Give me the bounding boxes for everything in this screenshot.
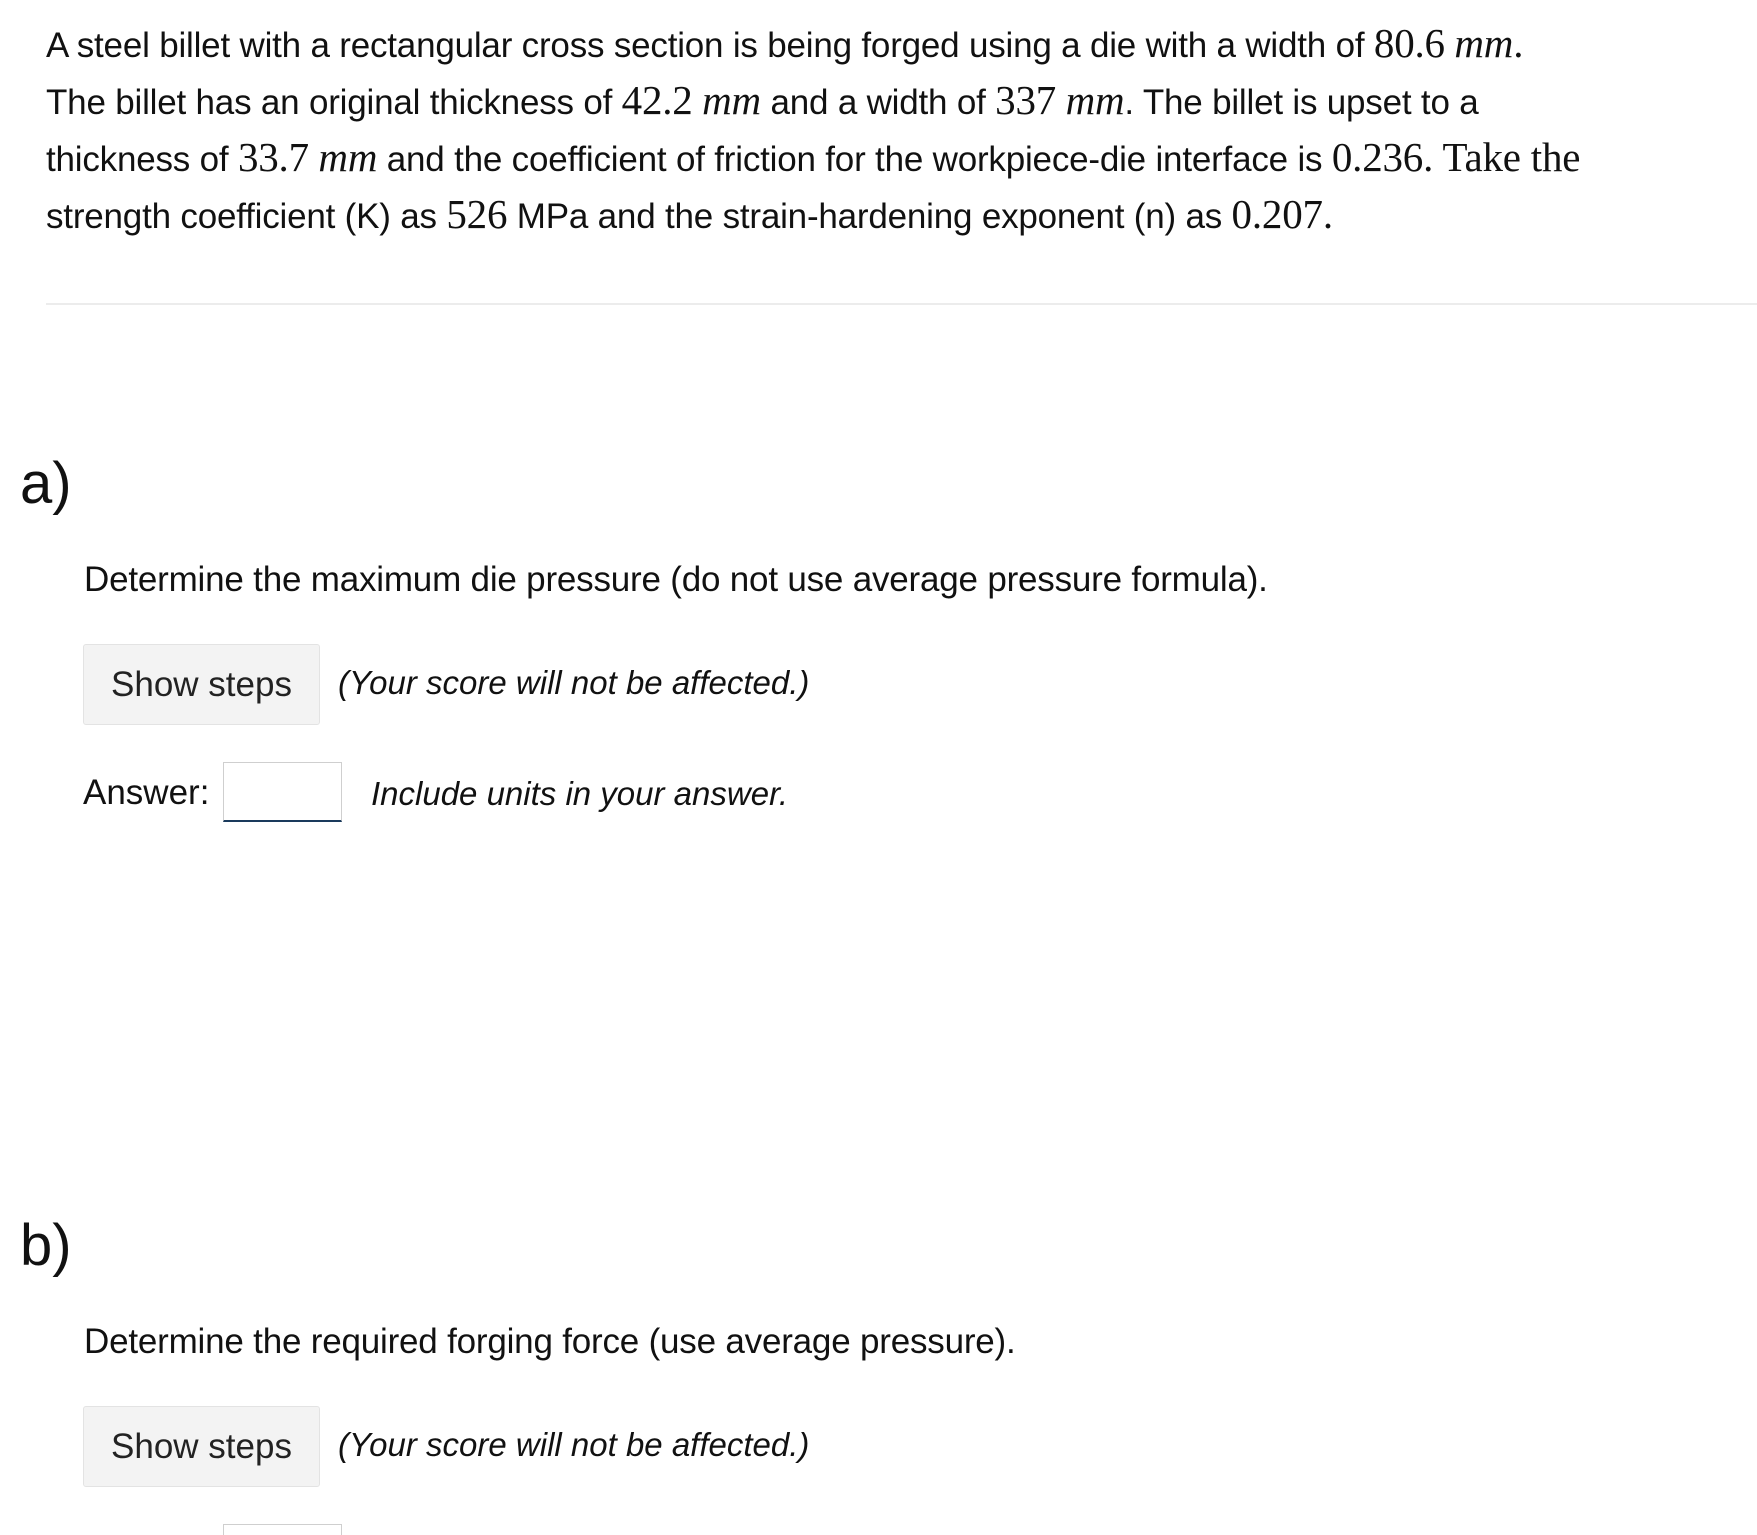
billet-width-value: 337 bbox=[995, 77, 1057, 123]
problem-text: . Take the bbox=[1423, 134, 1581, 180]
part-b-show-steps-note: (Your score will not be affected.) bbox=[338, 1426, 810, 1463]
billet-width-unit: mm bbox=[1065, 77, 1125, 123]
final-thickness-value: 33.7 bbox=[237, 134, 309, 180]
part-a-label: a) bbox=[20, 451, 72, 516]
problem-text: . The billet is upset to a bbox=[1124, 83, 1479, 122]
part-a-show-steps-button[interactable]: Show steps bbox=[83, 644, 320, 725]
section-divider bbox=[46, 303, 1757, 305]
part-a-answer-label: Answer: bbox=[83, 773, 210, 812]
problem-text: and a width of bbox=[760, 83, 996, 122]
problem-statement bbox=[46, 16, 1726, 244]
part-b-answer-input[interactable] bbox=[223, 1524, 342, 1535]
part-a-show-steps-note: (Your score will not be affected.) bbox=[338, 664, 810, 701]
problem-text: . bbox=[1322, 191, 1333, 237]
problem-text: The billet has an original thickness of bbox=[46, 83, 622, 122]
problem-text: thickness of bbox=[46, 140, 238, 179]
problem-line-4 bbox=[46, 187, 1726, 244]
problem-text: and the coefficient of friction for the workpiece-die interface is bbox=[377, 140, 1332, 179]
die-width-unit: mm bbox=[1454, 20, 1514, 66]
part-b-label: b) bbox=[20, 1213, 72, 1278]
problem-line-2 bbox=[46, 73, 1726, 130]
original-thickness-unit: mm bbox=[702, 77, 761, 123]
die-width-value: 80.6 bbox=[1373, 20, 1445, 66]
problem-text: A steel billet with a rectangular cross section is being forged using a die with a width of bbox=[46, 26, 1374, 65]
friction-coefficient-value: 0.236 bbox=[1331, 134, 1424, 180]
strain-hardening-exponent-value: 0.207 bbox=[1231, 191, 1323, 237]
strength-coefficient-value: 526 bbox=[446, 191, 508, 237]
problem-text: . bbox=[1513, 20, 1524, 66]
part-a-answer-input[interactable] bbox=[223, 762, 342, 822]
problem-line-1 bbox=[46, 16, 1726, 73]
problem-text: MPa and the strain-hardening exponent (n) as bbox=[507, 197, 1232, 236]
problem-line-3 bbox=[46, 130, 1726, 187]
part-a-question: Determine the maximum die pressure (do not use average pressure formula). bbox=[84, 560, 1268, 599]
part-a-units-hint: Include units in your answer. bbox=[371, 775, 788, 812]
part-b-question: Determine the required forging force (use average pressure). bbox=[84, 1322, 1016, 1361]
part-b-show-steps-button[interactable]: Show steps bbox=[83, 1406, 320, 1487]
final-thickness-unit: mm bbox=[318, 134, 378, 180]
original-thickness-value: 42.2 bbox=[621, 77, 693, 123]
problem-text: strength coefficient (K) as bbox=[46, 197, 447, 236]
